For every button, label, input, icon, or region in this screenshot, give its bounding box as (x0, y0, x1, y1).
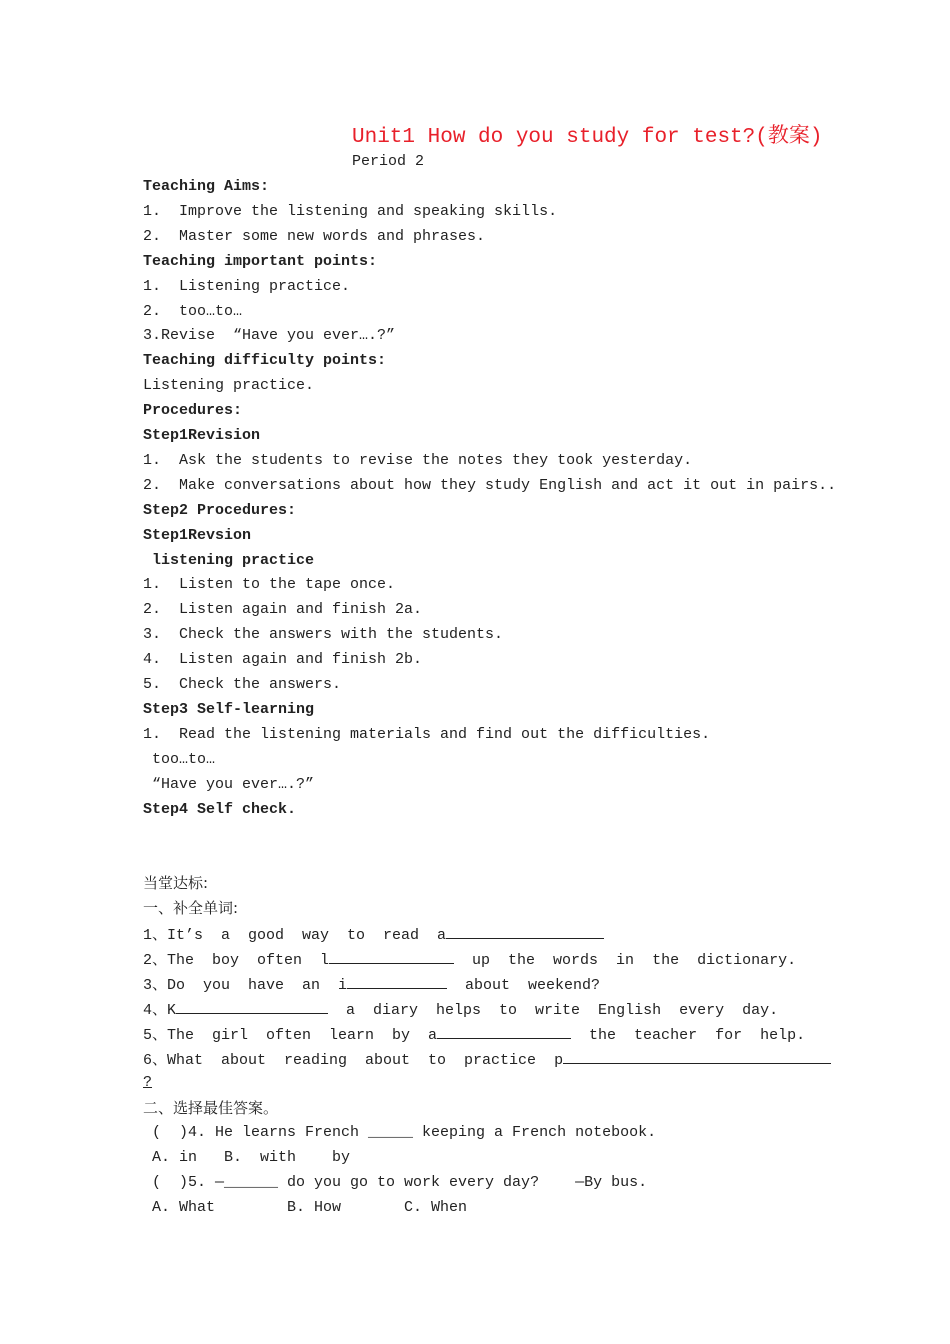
choice-options-4: A. in B. with by (143, 1149, 351, 1166)
text-line: 3.Revise “Have you ever….?” (143, 327, 396, 344)
section-heading: Step3 Self-learning (143, 701, 315, 718)
fill-item: 2、The boy often l up the words in the dictionary. (143, 949, 796, 971)
text-line: 3. Check the answers with the students. (143, 626, 504, 643)
section-heading: Step1Revision (143, 427, 261, 444)
answer-blank[interactable] (347, 974, 447, 989)
choice-options-5: A. What B. How C. When (143, 1199, 468, 1216)
text-line: 2. Make conversations about how they study English and act it out in pairs.. (143, 477, 837, 494)
text-line: 2. Master some new words and phrases. (143, 228, 486, 245)
document-title: Unit1 How do you study for test?(教案) (352, 126, 823, 149)
text-line: 1. Improve the listening and speaking skills. (143, 203, 558, 220)
text-line: 4. Listen again and finish 2b. (143, 651, 423, 668)
text-line: 1. Listening practice. (143, 278, 351, 295)
section-heading: Procedures: (143, 402, 243, 419)
answer-blank[interactable] (329, 949, 454, 964)
section-heading: Step4 Self check. (143, 801, 297, 818)
answer-blank[interactable] (446, 924, 604, 939)
fill-item: 3、Do you have an i about weekend? (143, 974, 600, 996)
text-line: 1. Ask the students to revise the notes they took yesterday. (143, 452, 693, 469)
text-line: 5. Check the answers. (143, 676, 342, 693)
exercise-heading: 当堂达标: (143, 874, 209, 892)
section-heading: Teaching important points: (143, 253, 378, 270)
choice-question-4: ( )4. He learns French _____ keeping a French notebook. (143, 1124, 657, 1141)
fill-item: 5、The girl often learn by a the teacher for help. (143, 1024, 805, 1046)
answer-blank[interactable] (437, 1024, 571, 1039)
text-line: Listening practice. (143, 377, 315, 394)
part1-heading: 一、补全单词: (143, 899, 239, 917)
answer-blank[interactable] (563, 1049, 831, 1064)
fill-item: 6、What about reading about to practice p (143, 1049, 831, 1071)
section-heading: Teaching Aims: (143, 178, 270, 195)
section-heading: Step1Revsion (143, 527, 252, 544)
fill-item: 4、K a diary helps to write English every day. (143, 999, 778, 1021)
text-line: “Have you ever….?” (143, 776, 315, 793)
text-line: 2. too…to… (143, 303, 243, 320)
choice-question-5: ( )5. —______ do you go to work every day? —By bus. (143, 1174, 648, 1191)
text-line: 1. Read the listening materials and find out the difficulties. (143, 726, 711, 743)
text-line: too…to… (143, 751, 216, 768)
section-heading: Step2 Procedures: (143, 502, 297, 519)
part2-heading: 二、选择最佳答案。 (143, 1099, 279, 1117)
section-heading: listening practice (143, 552, 315, 569)
section-heading: Teaching difficulty points: (143, 352, 387, 369)
text-line: 2. Listen again and finish 2a. (143, 601, 423, 618)
text-line: 1. Listen to the tape once. (143, 576, 396, 593)
period-label: Period 2 (352, 153, 425, 170)
fill-item-tail: ? (143, 1074, 153, 1091)
answer-blank[interactable] (176, 999, 328, 1014)
fill-item: 1、It’s a good way to read a (143, 924, 604, 946)
